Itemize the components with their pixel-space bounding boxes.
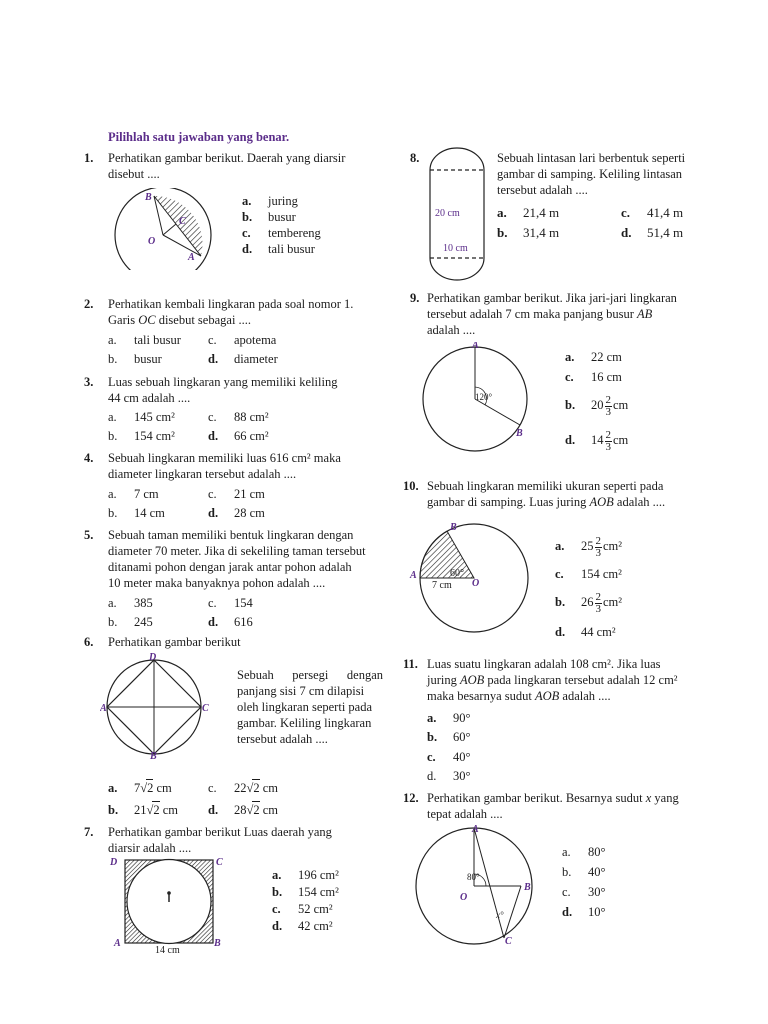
q10-angle-label: 60° bbox=[450, 568, 464, 579]
q2-option-b[interactable]: b. busur bbox=[108, 352, 162, 366]
q12-text-2: tepat adalah .... bbox=[427, 807, 503, 821]
q9-text-1: Perhatikan gambar berikut. Jika jari-jari lingkaran bbox=[427, 291, 677, 305]
q8-text-3: tersebut adalah .... bbox=[497, 183, 588, 197]
q8-figure bbox=[426, 144, 490, 284]
q12-number: 12. bbox=[403, 791, 419, 805]
q6-option-c[interactable]: c. 22√2 cm bbox=[208, 781, 279, 795]
q11-text-2: juring AOB pada lingkaran tersebut adalah 12 cm² bbox=[427, 673, 678, 687]
q8-option-a[interactable]: a. 21,4 m bbox=[497, 205, 560, 220]
q5-option-b[interactable]: b. 245 bbox=[108, 615, 153, 629]
q4-option-d[interactable]: d. 28 cm bbox=[208, 506, 265, 520]
q7-option-c[interactable]: c. 52 cm² bbox=[272, 902, 333, 916]
q7-option-b[interactable]: b. 154 cm² bbox=[272, 885, 339, 899]
q3-option-c[interactable]: c. 88 cm² bbox=[208, 410, 269, 424]
q9-figure bbox=[418, 342, 542, 456]
q9-option-c[interactable]: c. 16 cm bbox=[565, 370, 622, 384]
q7-side-label: 14 cm bbox=[155, 945, 180, 956]
q11-option-d[interactable]: d. 30° bbox=[427, 769, 471, 783]
q8-height-label: 20 cm bbox=[435, 208, 460, 219]
q10-label-b: B bbox=[450, 522, 457, 533]
q2-text-1: Perhatikan kembali lingkaran pada soal nomor 1. bbox=[108, 297, 354, 311]
q6-desc-5: tersebut adalah .... bbox=[237, 732, 328, 746]
q10-label-o: O bbox=[472, 578, 480, 589]
q11-option-b[interactable]: b. 60° bbox=[427, 730, 471, 744]
q3-number: 3. bbox=[84, 375, 94, 389]
q11-option-a[interactable]: a. 90° bbox=[427, 711, 471, 725]
q5-option-d[interactable]: d. 616 bbox=[208, 615, 253, 629]
q9-option-a[interactable]: a. 22 cm bbox=[565, 350, 622, 364]
q6-option-d[interactable]: d. 28√2 cm bbox=[208, 803, 279, 817]
q2-option-c[interactable]: c. apotema bbox=[208, 333, 277, 347]
q7-label-b: B bbox=[214, 938, 221, 949]
q6-desc-3: oleh lingkaran seperti pada bbox=[237, 700, 373, 714]
q10-label-a: A bbox=[410, 570, 417, 581]
q12-figure bbox=[404, 822, 538, 948]
q6-desc-2: panjang sisi 7 cm dilapisi bbox=[237, 684, 365, 698]
q6-desc-1: Sebuah persegi dengan bbox=[237, 668, 383, 682]
q1-text-2: disebut .... bbox=[108, 167, 160, 181]
q7-label-d: D bbox=[110, 857, 118, 868]
q10-number: 10. bbox=[403, 479, 419, 493]
q8-number: 8. bbox=[410, 151, 420, 165]
q9-label-b: B bbox=[516, 428, 523, 439]
q7-text-2: diarsir adalah .... bbox=[108, 841, 192, 855]
q12-x-label: x° bbox=[496, 910, 504, 920]
q8-text-1: Sebuah lintasan lari berbentuk seperti bbox=[497, 151, 686, 165]
q2-option-d[interactable]: d. diameter bbox=[208, 352, 278, 366]
q4-text-1: Sebuah lingkaran memiliki luas 616 cm² maka bbox=[108, 451, 341, 465]
q6-text-1: Perhatikan gambar berikut bbox=[108, 635, 241, 649]
q1-label-b: B bbox=[145, 192, 152, 203]
q12-label-c: C bbox=[505, 936, 512, 947]
q7-figure bbox=[108, 852, 230, 956]
q6-desc-4: gambar. Keliling lingkaran bbox=[237, 716, 372, 730]
q12-angle-label: 80° bbox=[467, 872, 480, 882]
q11-number: 11. bbox=[403, 657, 418, 671]
q9-option-b[interactable]: b. 20 $\frac{2}{3}$ cm bbox=[565, 393, 629, 418]
q1-option-a[interactable]: a. juring bbox=[242, 194, 298, 208]
q3-text-2: 44 cm adalah .... bbox=[108, 391, 191, 405]
q6-number: 6. bbox=[84, 635, 94, 649]
q5-option-c[interactable]: c. 154 bbox=[208, 596, 253, 610]
q1-option-c[interactable]: c. tembereng bbox=[242, 226, 321, 240]
q7-label-a: A bbox=[114, 938, 121, 949]
q3-option-b[interactable]: b. 154 cm² bbox=[108, 429, 175, 443]
q4-option-c[interactable]: c. 21 cm bbox=[208, 487, 265, 501]
q6-label-d: D bbox=[149, 652, 157, 663]
q6-option-a[interactable]: a. 7√2 cm bbox=[108, 781, 172, 795]
instruction: Pilihlah satu jawaban yang benar. bbox=[108, 130, 290, 144]
q6-label-a: A bbox=[100, 703, 107, 714]
q7-option-d[interactable]: d. 42 cm² bbox=[272, 919, 333, 933]
q1-text-1: Perhatikan gambar berikut. Daerah yang diarsir bbox=[108, 151, 346, 165]
q1-figure bbox=[108, 188, 218, 270]
q10-figure bbox=[406, 518, 538, 634]
q1-option-b[interactable]: b. busur bbox=[242, 210, 296, 224]
q7-option-a[interactable]: a. 196 cm² bbox=[272, 868, 339, 882]
q3-text-1: Luas sebuah lingkaran yang memiliki keliling bbox=[108, 375, 338, 389]
q9-text-3: adalah .... bbox=[427, 323, 476, 337]
q1-label-a: A bbox=[188, 252, 195, 263]
q10-text-2: gambar di samping. Luas juring AOB adalah .... bbox=[427, 495, 666, 509]
q4-number: 4. bbox=[84, 451, 94, 465]
q9-angle-label: 120° bbox=[475, 392, 493, 402]
q12-option-d[interactable]: d. 10° bbox=[562, 905, 606, 919]
q11-text-1: Luas suatu lingkaran adalah 108 cm². Jika luas bbox=[427, 657, 661, 671]
q8-text-2: gambar di samping. Keliling lintasan bbox=[497, 167, 683, 181]
q9-number: 9. bbox=[410, 291, 420, 305]
q9-text-2: tersebut adalah 7 cm maka panjang busur AB bbox=[427, 307, 653, 321]
q10-text-1: Sebuah lingkaran memiliki ukuran seperti pada bbox=[427, 479, 664, 493]
q7-label-c: C bbox=[216, 857, 223, 868]
q12-option-b[interactable]: b. 40° bbox=[562, 865, 606, 879]
q1-number: 1. bbox=[84, 151, 94, 165]
q5-option-a[interactable]: a. 385 bbox=[108, 596, 153, 610]
q10-option-b[interactable]: b. 26 $\frac{2}{3}$ cm² bbox=[555, 590, 623, 615]
q1-label-o: O bbox=[148, 236, 156, 247]
q4-option-a[interactable]: a. 7 cm bbox=[108, 487, 159, 501]
q12-option-c[interactable]: c. 30° bbox=[562, 885, 606, 899]
q10-option-d[interactable]: d. 44 cm² bbox=[555, 625, 616, 639]
q5-number: 5. bbox=[84, 528, 94, 542]
q6-figure bbox=[100, 652, 212, 760]
q9-option-d[interactable]: d. 14 $\frac{2}{3}$ cm bbox=[565, 428, 629, 453]
q12-option-a[interactable]: a. 80° bbox=[562, 845, 606, 859]
q2-option-a[interactable]: a. tali busur bbox=[108, 333, 181, 347]
q4-text-2: diameter lingkaran tersebut adalah .... bbox=[108, 467, 297, 481]
q12-label-a: A bbox=[472, 824, 479, 835]
q10-radius-label: 7 cm bbox=[432, 580, 452, 591]
q11-text-3: maka besarnya sudut AOB adalah .... bbox=[427, 689, 611, 703]
q5-text-3: ditanami pohon dengan jarak antar pohon adalah bbox=[108, 560, 352, 574]
q10-option-c[interactable]: c. 154 cm² bbox=[555, 567, 622, 581]
q7-text-1: Perhatikan gambar berikut Luas daerah yang bbox=[108, 825, 332, 839]
q12-label-b: B bbox=[524, 882, 531, 893]
q8-option-b[interactable]: b. 31,4 m bbox=[497, 225, 560, 240]
q6-label-c: C bbox=[202, 703, 209, 714]
q5-text-2: diameter 70 meter. Jika di sekeliling taman tersebut bbox=[108, 544, 366, 558]
q3-option-a[interactable]: a. 145 cm² bbox=[108, 410, 175, 424]
q11-option-c[interactable]: c. 40° bbox=[427, 750, 471, 764]
q1-label-c: C bbox=[179, 216, 186, 227]
q3-option-d[interactable]: d. 66 cm² bbox=[208, 429, 269, 443]
q2-number: 2. bbox=[84, 297, 94, 311]
q9-label-a: A bbox=[472, 342, 479, 351]
q5-text-4: 10 meter maka banyaknya pohon adalah .... bbox=[108, 576, 326, 590]
q8-option-d[interactable]: d. 51,4 m bbox=[621, 225, 684, 240]
q6-option-b[interactable]: b. 21√2 cm bbox=[108, 803, 179, 817]
q8-width-label: 10 cm bbox=[443, 243, 468, 254]
q2-text-2: Garis OC disebut sebagai .... bbox=[108, 313, 252, 327]
q4-option-b[interactable]: b. 14 cm bbox=[108, 506, 165, 520]
q10-option-a[interactable]: a. 25 $\frac{2}{3}$ cm² bbox=[555, 534, 623, 559]
q8-option-c[interactable]: c. 41,4 m bbox=[621, 205, 684, 220]
q12-text-1: Perhatikan gambar berikut. Besarnya sudut x yang bbox=[427, 791, 679, 805]
q6-label-b: B bbox=[150, 751, 157, 760]
q1-option-d[interactable]: d. tali busur bbox=[242, 242, 315, 256]
q12-label-o: O bbox=[460, 892, 468, 903]
q5-text-1: Sebuah taman memiliki bentuk lingkaran dengan bbox=[108, 528, 354, 542]
q7-number: 7. bbox=[84, 825, 94, 839]
